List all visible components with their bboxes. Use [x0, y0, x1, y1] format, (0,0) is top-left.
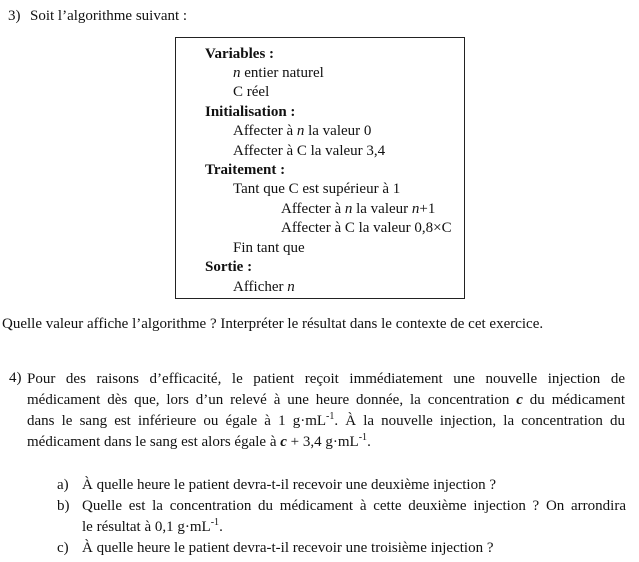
end-while-line: Fin tant que: [233, 240, 305, 256]
variable-c-line: C réel: [233, 84, 270, 100]
subquestion-b-line-1: Quelle est la concentration du médicament à cette deuxième injection ? On arrondira: [82, 498, 626, 514]
question-3-intro: Soit l’algorithme suivant :: [30, 8, 188, 24]
variables-heading: Variables :: [205, 46, 275, 62]
subquestion-b-text: [82, 496, 626, 538]
traitement-heading: Traitement :: [205, 162, 286, 178]
init-n-line: Affecter à n la valeur 0: [233, 123, 372, 139]
subquestion-c-letter: c): [57, 540, 69, 556]
subquestion-a-letter: a): [57, 477, 69, 493]
question-3-prompt: Quelle valeur affiche l’algorithme ? Interpréter le résultat dans le contexte de cet exercice.: [2, 316, 544, 332]
q4-line-3: dans le sang est inférieure ou égale à 1 $g\cdot mL^{-1}$. À la nouvelle injection, la concentration du: [27, 411, 625, 429]
subquestion-b-letter: b): [57, 498, 70, 514]
algorithm-box: [175, 37, 465, 299]
question-3-header: [8, 7, 187, 25]
initialisation-heading: Initialisation :: [205, 104, 296, 120]
sortie-heading: Sortie :: [205, 259, 253, 275]
subquestion-a-text: À quelle heure le patient devra-t-il recevoir une deuxième injection ?: [82, 477, 496, 493]
while-line: Tant que C est supérieur à 1: [233, 181, 401, 197]
assign-n-line: Affecter à n la valeur n+1: [281, 201, 436, 217]
question-3-number: 3): [8, 8, 21, 24]
output-line: Afficher n: [233, 279, 295, 295]
q4-line-4: médicament dans le sang est alors égale à c + 3,4 $g\cdot mL^{-1}$.: [27, 432, 371, 450]
question-4-text: [27, 369, 625, 453]
variable-n-line: n entier naturel: [233, 65, 324, 81]
question-4-number: 4): [9, 370, 22, 386]
subquestion-c-text: À quelle heure le patient devra-t-il recevoir une troisième injection ?: [82, 540, 494, 556]
init-c-line: Affecter à C la valeur 3,4: [233, 143, 386, 159]
q4-line-2: médicament dès que, lors d’un relevé à une heure donnée, la concentration c du médicament: [27, 392, 625, 408]
subquestion-b-line-2: le résultat à 0,1 $g\cdot mL^{-1}$.: [82, 517, 223, 535]
q4-line-1: Pour des raisons d’efficacité, le patient reçoit immédiatement une nouvelle injection de: [27, 371, 625, 387]
assign-c-line: Affecter à C la valeur 0,8×C: [281, 220, 452, 236]
